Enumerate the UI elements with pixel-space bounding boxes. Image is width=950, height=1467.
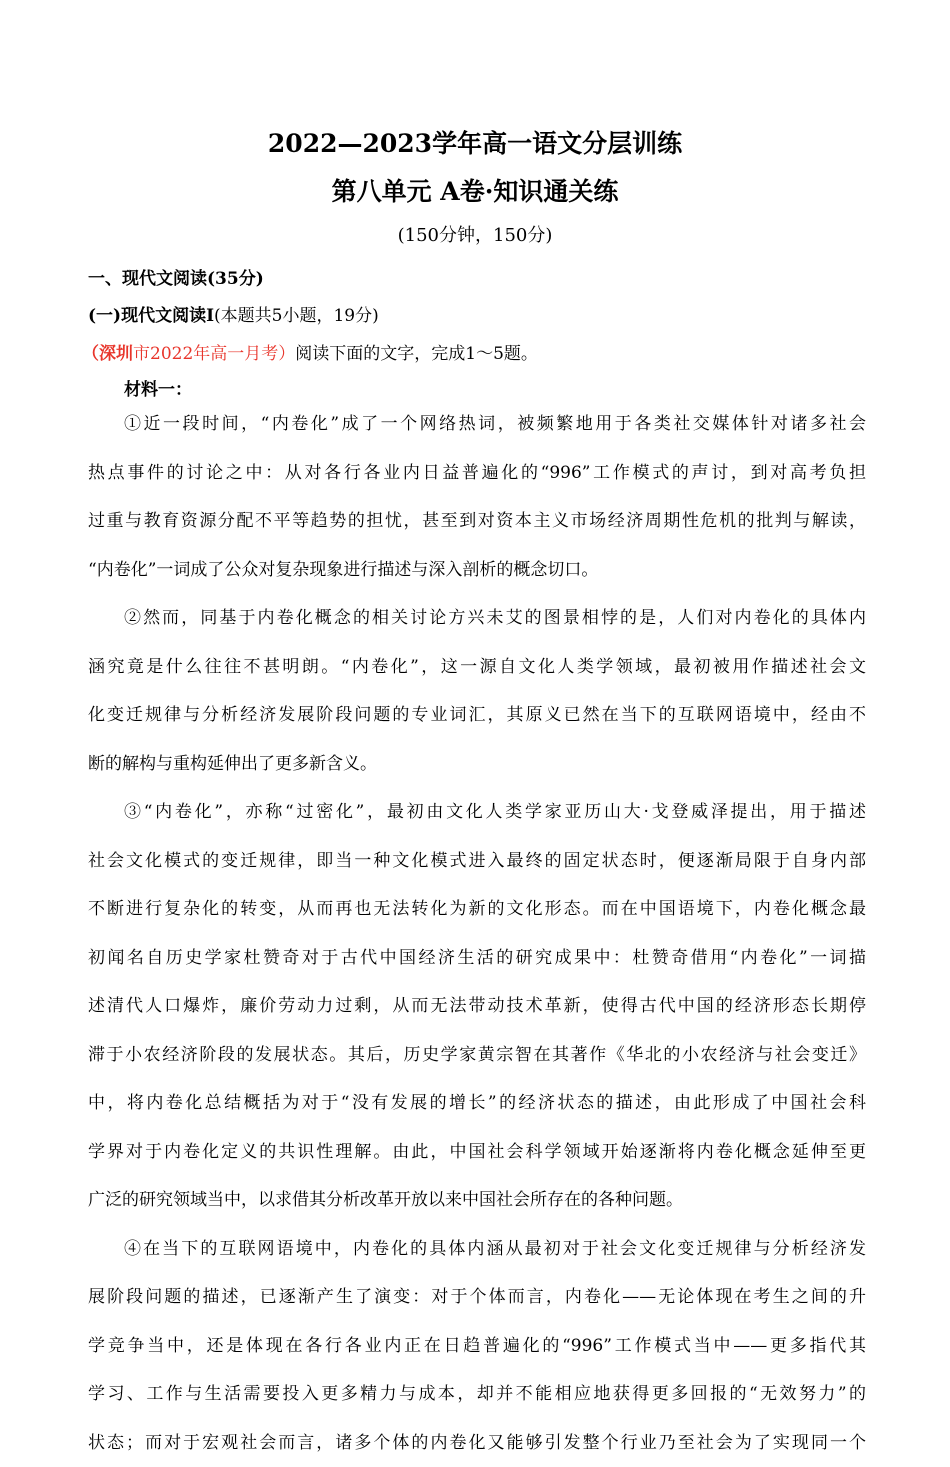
paragraph	[88, 788, 866, 1225]
paragraph-line: 涵究竟是什么往往不甚明朗。“内卷化”，这一源自文化人类学领域，最初被用作描述社会文	[88, 643, 866, 692]
sub-heading-title: (一)现代文阅读Ⅰ	[88, 306, 214, 326]
paragraph-line: 述清代人口爆炸，廉价劳动力过剩，从而无法带动技术革新，使得古代中国的经济形态长期停	[88, 982, 866, 1031]
paragraph-line: 初闻名自历史学家杜赞奇对于古代中国经济生活的研究成果中：杜赞奇借用“内卷化”一词描	[88, 934, 866, 983]
reading-passage	[88, 400, 866, 1467]
material-label: 材料一：	[124, 375, 192, 400]
paragraph-line: 过重与教育资源分配不平等趋势的担忧，甚至到对资本主义市场经济周期性危机的批判与解读，	[88, 497, 866, 546]
sub-heading	[88, 301, 379, 326]
paragraph-line: ③“内卷化”，亦称“过密化”，最初由文化人类学家亚历山大·戈登威泽提出，用于描述	[88, 788, 866, 837]
paragraph	[88, 400, 866, 594]
paragraph-line: 状态；而对于宏观社会而言，诸多个体的内卷化又能够引发整个行业乃至社会为了实现同一个	[88, 1419, 866, 1467]
paragraph-line: ①近一段时间，“内卷化”成了一个网络热词，被频繁地用于各类社交媒体针对诸多社会	[88, 400, 866, 449]
paragraph-line: 广泛的研究领域当中，以求借其分析改革开放以来中国社会所存在的各种问题。	[88, 1176, 866, 1225]
unit-subtitle: 第八单元 A卷·知识通关练	[0, 172, 950, 208]
paragraph-line: 热点事件的讨论之中：从对各行各业内日益普遍化的“996”工作模式的声讨，到对高考负担	[88, 449, 866, 498]
paragraph-line: 化变迁规律与分析经济发展阶段问题的专业词汇，其原义已然在当下的互联网语境中，经由不	[88, 691, 866, 740]
paragraph-line: 展阶段问题的描述，已逐渐产生了演变：对于个体而言，内卷化——无论体现在考生之间的升	[88, 1273, 866, 1322]
source-exam: 市2022年高一月考）	[133, 344, 295, 364]
paragraph-line: 社会文化模式的变迁规律，即当一种文化模式进入最终的固定状态时，便逐渐局限于自身内部	[88, 837, 866, 886]
document-title: 2022—2023学年高一语文分层训练	[0, 124, 950, 160]
paragraph-line: ④在当下的互联网语境中，内卷化的具体内涵从最初对于社会文化变迁规律与分析经济发	[88, 1225, 866, 1274]
source-line	[82, 339, 538, 364]
section-heading: 一、现代文阅读(35分)	[88, 264, 264, 289]
time-score-note: (150分钟，150分)	[0, 221, 950, 247]
paragraph-line: 学习、工作与生活需要投入更多精力与成本，却并不能相应地获得更多回报的“无效努力”的	[88, 1370, 866, 1419]
paragraph-line: 不断进行复杂化的转变，从而再也无法转化为新的文化形态。而在中国语境下，内卷化概念最	[88, 885, 866, 934]
paragraph-line: 学竞争当中，还是体现在各行各业内正在日趋普遍化的“996”工作模式当中——更多指代其	[88, 1322, 866, 1371]
source-instruction: 阅读下面的文字，完成1～5题。	[295, 344, 538, 364]
paragraph-line: “内卷化”一词成了公众对复杂现象进行描述与深入剖析的概念切口。	[88, 546, 866, 595]
paragraph-line: 滞于小农经济阶段的发展状态。其后，历史学家黄宗智在其著作《华北的小农经济与社会变迁》	[88, 1031, 866, 1080]
paragraph-line: ②然而，同基于内卷化概念的相关讨论方兴未艾的图景相悖的是，人们对内卷化的具体内	[88, 594, 866, 643]
paragraph-line: 学界对于内卷化定义的共识性理解。由此，中国社会科学领域开始逐渐将内卷化概念延伸至更	[88, 1128, 866, 1177]
sub-heading-detail: (本题共5小题，19分)	[214, 306, 379, 326]
source-place: （深圳	[82, 344, 133, 364]
paragraph	[88, 594, 866, 788]
paragraph	[88, 1225, 866, 1467]
paragraph-line: 中，将内卷化总结概括为对于“没有发展的增长”的经济状态的描述，由此形成了中国社会科	[88, 1079, 866, 1128]
paragraph-line: 断的解构与重构延伸出了更多新含义。	[88, 740, 866, 789]
